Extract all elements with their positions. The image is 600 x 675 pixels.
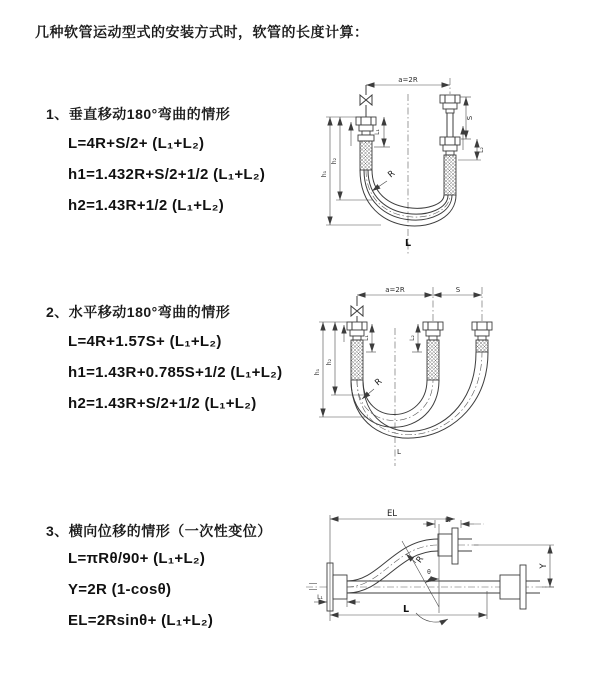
section-1-formulas xyxy=(68,128,265,221)
right-connector-moved xyxy=(472,322,492,352)
section-2-heading: 2、水平移动180°弯曲的情形 xyxy=(46,304,231,320)
formula-line: L=4R+S/2+ (L₁+L₂) xyxy=(68,135,205,152)
dim-s xyxy=(433,286,482,295)
dim-l2-label: L₂ xyxy=(478,147,485,153)
dim-h1-label: h₁ xyxy=(321,170,328,178)
hose-displaced-curve xyxy=(347,539,438,593)
dim-l1-label: L₁ xyxy=(363,335,370,341)
dim-l2-label: L₂ xyxy=(409,335,416,341)
formula-line: h2=1.43R+1/2 (L₁+L₂) xyxy=(68,197,225,214)
section-3-formulas xyxy=(68,543,213,636)
angle-theta-label: θ xyxy=(427,569,431,576)
right-connector xyxy=(440,78,460,195)
formula-line: h1=1.432R+S/2+1/2 (L₁+L₂) xyxy=(68,166,266,183)
dim-el xyxy=(330,509,455,621)
right-flange-displaced xyxy=(438,528,480,564)
formula-line: Y=2R (1-cosθ) xyxy=(68,581,172,598)
valve-icon xyxy=(360,85,372,117)
center-connector xyxy=(423,322,443,380)
formula-line: L=πRθ/90+ (L₁+L₂) xyxy=(68,550,206,567)
length-l-label: L xyxy=(397,448,401,456)
right-flange-original xyxy=(500,565,540,609)
hose-u-bend-position2 xyxy=(351,352,488,438)
formula-line: h1=1.43R+0.785S+1/2 (L₁+L₂) xyxy=(68,364,283,381)
dim-s-label: S xyxy=(466,115,474,121)
dim-l2 xyxy=(458,139,485,160)
dim-s-label: S xyxy=(455,286,461,294)
formula-line: EL=2Rsinθ+ (L₁+L₂) xyxy=(68,612,214,629)
dim-l2 xyxy=(409,324,422,352)
formula-line: L=4R+1.57S+ (L₁+L₂) xyxy=(68,333,222,350)
left-connector xyxy=(356,117,376,170)
length-l-label: L xyxy=(402,604,410,615)
length-l-label: L xyxy=(404,238,412,249)
dim-a2r xyxy=(366,76,450,85)
section-3-heading: 3、横向位移的情形（一次性变位） xyxy=(46,523,272,539)
dim-h1-label: h₁ xyxy=(314,368,321,376)
diagram-vertical-180-bend xyxy=(313,62,523,262)
diagram-lateral-displacement xyxy=(298,495,563,650)
section-2-formulas xyxy=(68,326,282,419)
dim-y-label: Y xyxy=(539,563,549,569)
dim-a2r-label: a=2R xyxy=(398,76,418,84)
radius-label: R xyxy=(373,376,385,389)
dim-h2-label: h₂ xyxy=(331,157,338,165)
dim-h2-label: h₂ xyxy=(326,358,333,366)
dim-l1-label: L₁ xyxy=(317,594,323,601)
left-connector xyxy=(347,322,367,380)
dim-l2 xyxy=(423,517,484,528)
dim-el-label: EL xyxy=(386,509,398,519)
radius-label: R xyxy=(386,168,398,181)
diagram-horizontal-180-bend xyxy=(306,280,531,475)
dim-s xyxy=(460,97,474,139)
formula-line: h2=1.43R+S/2+1/2 (L₁+L₂) xyxy=(68,395,257,412)
section-1-heading: 1、垂直移动180°弯曲的情形 xyxy=(46,106,231,122)
dim-a2r-label: a=2R xyxy=(385,286,405,294)
dim-l xyxy=(330,591,487,619)
dim-l1-label: L₁ xyxy=(374,129,381,135)
radius-label: R xyxy=(414,554,427,566)
dim-a2r xyxy=(357,286,433,295)
page-title: 几种软管运动型式的安装方式时，软管的长度计算： xyxy=(35,24,369,40)
dim-l2-label: L₂ xyxy=(445,517,451,524)
valve-icon xyxy=(351,296,363,322)
